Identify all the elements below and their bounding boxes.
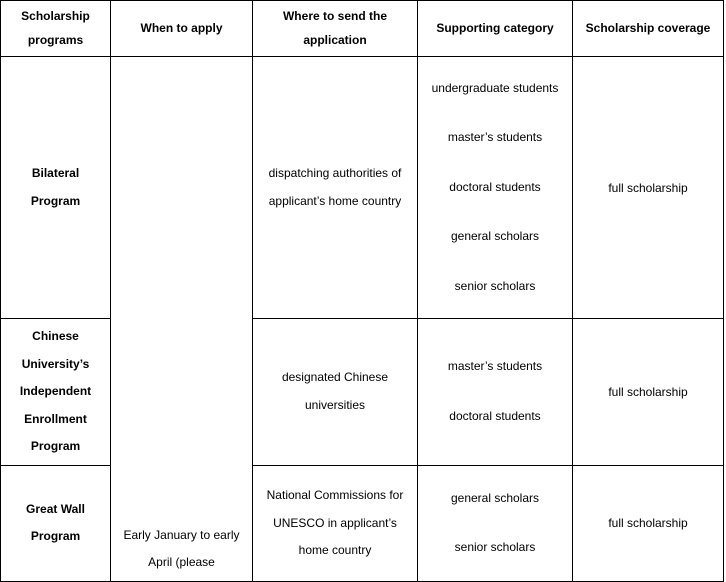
supporting-category-bilateral bbox=[418, 57, 573, 319]
where-to-send-bilateral: dispatching authorities of applicant’s home country bbox=[253, 57, 418, 319]
when-to-apply-merged: Early January to early April (please bbox=[111, 57, 253, 582]
category-item: senior scholars bbox=[454, 278, 536, 293]
supporting-category-great-wall bbox=[418, 465, 573, 581]
program-name-great-wall: Great Wall Program bbox=[1, 465, 111, 581]
table-row bbox=[1, 57, 724, 319]
category-item: undergraduate students bbox=[431, 80, 559, 95]
column-header-scholarship-coverage: Scholarship coverage bbox=[573, 1, 724, 57]
category-item: general scholars bbox=[450, 490, 540, 505]
coverage-bilateral: full scholarship bbox=[573, 57, 724, 319]
column-header-when-to-apply: When to apply bbox=[111, 1, 253, 57]
where-to-send-great-wall: National Commissions for UNESCO in applicant’s home country bbox=[253, 465, 418, 581]
program-name-bilateral: Bilateral Program bbox=[1, 57, 111, 319]
table-header-row bbox=[1, 1, 724, 57]
column-header-where-to-send: Where to send the application bbox=[253, 1, 418, 57]
category-item: doctoral students bbox=[449, 179, 541, 194]
where-to-send-independent-enrollment: designated Chinese universities bbox=[253, 319, 418, 466]
column-header-supporting-category: Supporting category bbox=[418, 1, 573, 57]
program-name-independent-enrollment: Chinese University’s Independent Enrollment Program bbox=[1, 319, 111, 466]
table-header bbox=[1, 1, 724, 57]
category-item: doctoral students bbox=[449, 408, 541, 423]
category-item: master’s students bbox=[447, 359, 543, 374]
category-item: senior scholars bbox=[454, 540, 536, 555]
supporting-category-independent-enrollment bbox=[418, 319, 573, 466]
category-item: master’s students bbox=[447, 130, 543, 145]
column-header-scholarship-programs: Scholarship programs bbox=[1, 1, 111, 57]
coverage-great-wall: full scholarship bbox=[573, 465, 724, 581]
table-row bbox=[1, 465, 724, 581]
coverage-independent-enrollment: full scholarship bbox=[573, 319, 724, 466]
table-body bbox=[1, 57, 724, 582]
table-row bbox=[1, 319, 724, 466]
category-item: general scholars bbox=[450, 229, 540, 244]
